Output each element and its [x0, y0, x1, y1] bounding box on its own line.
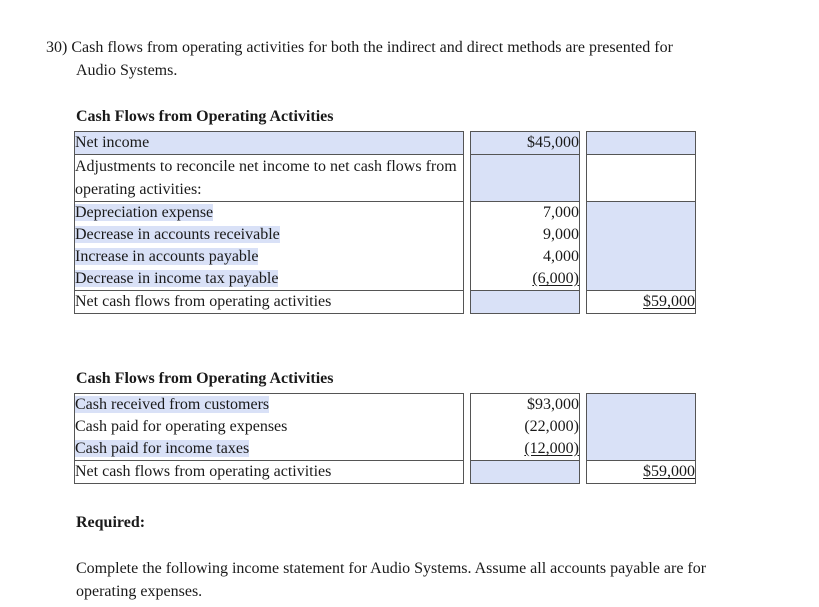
- cash-paid-operating-amount: (22,000): [471, 416, 580, 438]
- accounts-receivable-total-cell: [587, 224, 696, 246]
- table-row: [75, 132, 696, 155]
- cash-paid-operating-label: Cash paid for operating expenses: [75, 416, 464, 438]
- table-row: [75, 224, 696, 246]
- table-row: [75, 416, 696, 438]
- cash-received-customers-amount: $93,000: [471, 394, 580, 417]
- net-income-amount: $45,000: [471, 132, 580, 155]
- table-row: [75, 438, 696, 461]
- net-income-label: Net income: [75, 132, 464, 155]
- instruction-line-1: Complete the following income statement for Audio Systems. Assume all accounts payable are for: [76, 560, 707, 577]
- question-text-line-2: Audio Systems.: [76, 62, 178, 79]
- indirect-total-amount: $59,000: [643, 293, 695, 310]
- table-row: [75, 291, 696, 314]
- required-heading: Required:: [76, 514, 146, 531]
- cash-paid-taxes-label: Cash paid for income taxes: [75, 440, 250, 457]
- indirect-section-title: Cash Flows from Operating Activities: [76, 108, 334, 125]
- table-row: [75, 246, 696, 268]
- cash-received-customers-label: Cash received from customers: [75, 396, 270, 413]
- indirect-total-label: Net cash flows from operating activities: [75, 291, 464, 314]
- cash-paid-operating-total-cell: [587, 416, 696, 438]
- table-row: [75, 461, 696, 484]
- table-row: [75, 394, 696, 417]
- direct-method-table: [74, 393, 696, 484]
- cash-paid-taxes-total-cell: [587, 438, 696, 461]
- adjustments-label: Adjustments to reconcile net income to net cash flows from operating activities:: [75, 155, 464, 202]
- adjustments-total-cell: [587, 155, 696, 202]
- income-tax-payable-total-cell: [587, 268, 696, 291]
- table-row: [75, 268, 696, 291]
- direct-section-title: Cash Flows from Operating Activities: [76, 370, 334, 387]
- direct-total-amount-cell: [471, 461, 580, 484]
- depreciation-label: Depreciation expense: [75, 204, 214, 221]
- accounts-payable-label: Increase in accounts payable: [75, 248, 259, 265]
- depreciation-total-cell: [587, 202, 696, 225]
- table-row: [75, 155, 696, 202]
- accounts-payable-total-cell: [587, 246, 696, 268]
- net-income-total-cell: [587, 132, 696, 155]
- question-text-line-1: 30) Cash flows from operating activities for both the indirect and direct methods are presented for: [46, 39, 673, 56]
- direct-total-label: Net cash flows from operating activities: [75, 461, 464, 484]
- indirect-method-table: [74, 131, 696, 314]
- cash-received-total-cell: [587, 394, 696, 417]
- cash-paid-taxes-amount: (12,000): [524, 440, 579, 457]
- income-tax-payable-label: Decrease in income tax payable: [75, 270, 279, 287]
- accounts-receivable-label: Decrease in accounts receivable: [75, 226, 280, 243]
- income-tax-payable-amount: (6,000): [532, 270, 579, 287]
- indirect-total-amount-cell: [471, 291, 580, 314]
- adjustments-amount-cell: [471, 155, 580, 202]
- depreciation-amount: 7,000: [471, 202, 580, 225]
- direct-total-amount: $59,000: [643, 463, 695, 480]
- accounts-receivable-amount: 9,000: [471, 224, 580, 246]
- accounts-payable-amount: 4,000: [471, 246, 580, 268]
- instruction-line-2: operating expenses.: [76, 583, 203, 600]
- table-row: [75, 202, 696, 225]
